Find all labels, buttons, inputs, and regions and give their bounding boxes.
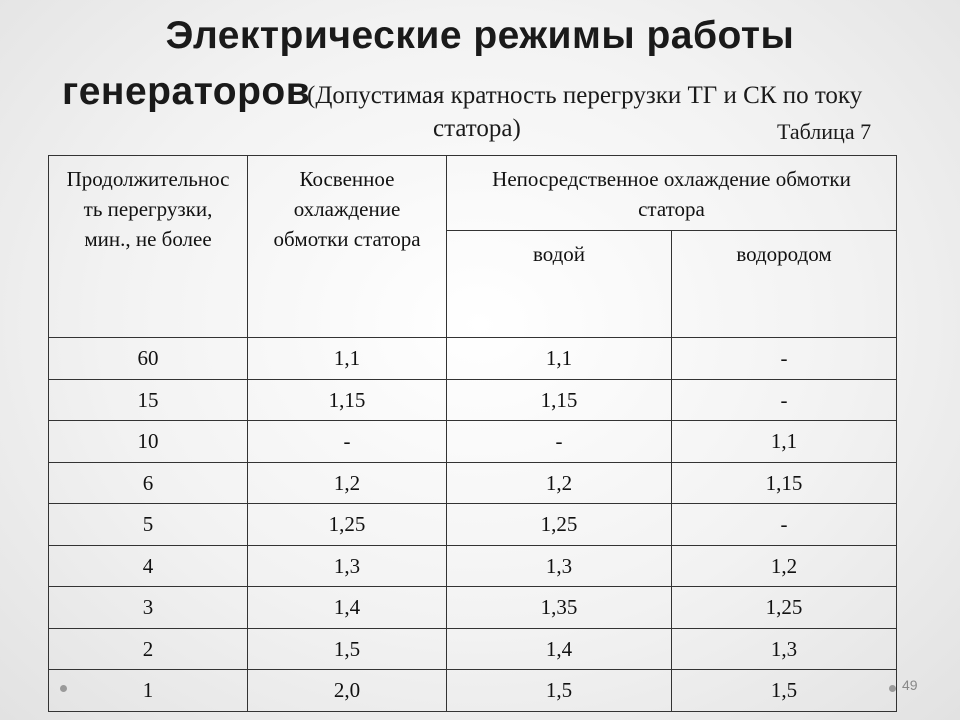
table-row — [49, 670, 897, 712]
table-cell: 4 — [49, 545, 248, 587]
table-row — [49, 338, 897, 380]
table-cell: 1,1 — [447, 338, 672, 380]
table-cell: - — [447, 421, 672, 463]
slide-number: 49 — [902, 677, 918, 693]
table-cell: 1,3 — [672, 628, 897, 670]
table-cell: 1,5 — [672, 670, 897, 712]
table-row — [49, 462, 897, 504]
slide-subtitle-line2: статора) — [433, 115, 521, 142]
table-cell: 1,3 — [248, 545, 447, 587]
table-cell: 5 — [49, 504, 248, 546]
table-row — [49, 628, 897, 670]
right-nav-dot — [889, 685, 896, 692]
table-cell: 1,1 — [248, 338, 447, 380]
col-water-header: водой — [447, 230, 672, 337]
table-cell: 1,2 — [248, 462, 447, 504]
table-row — [49, 545, 897, 587]
table-cell: 60 — [49, 338, 248, 380]
left-nav-dot — [60, 685, 67, 692]
table-row — [49, 379, 897, 421]
table-cell: 1,2 — [672, 545, 897, 587]
table-cell: 1,5 — [248, 628, 447, 670]
table-cell: 6 — [49, 462, 248, 504]
table-cell: 1,2 — [447, 462, 672, 504]
table-row — [49, 504, 897, 546]
table-cell: - — [672, 338, 897, 380]
table-cell: 10 — [49, 421, 248, 463]
table-cell: 15 — [49, 379, 248, 421]
table-label: Таблица 7 — [777, 119, 872, 144]
slide-title-line1: Электрические режимы работы — [165, 14, 795, 57]
table-cell: 1,15 — [672, 462, 897, 504]
overload-table — [48, 155, 897, 712]
col-indirect-cooling-header: Косвенное охлаждение обмотки статора — [248, 156, 447, 338]
table-cell: 1,4 — [447, 628, 672, 670]
table-cell: 1,4 — [248, 587, 447, 629]
table-cell: - — [672, 379, 897, 421]
table-cell: 1,5 — [447, 670, 672, 712]
table-row — [49, 587, 897, 629]
col-duration-header: Продолжительнос ть перегрузки, мин., не более — [49, 156, 248, 338]
table-cell: 1,25 — [248, 504, 447, 546]
table-row — [49, 421, 897, 463]
table-cell: 1,15 — [447, 379, 672, 421]
table-cell: - — [672, 504, 897, 546]
table-cell: 3 — [49, 587, 248, 629]
table-cell: 1,35 — [447, 587, 672, 629]
slide-subtitle-line1: (Допустимая кратность перегрузки ТГ и СК по току — [307, 82, 863, 109]
table-cell: - — [248, 421, 447, 463]
slide-title-line2: генераторов — [62, 70, 311, 113]
col-hydrogen-header: водородом — [672, 230, 897, 337]
table-cell: 1 — [49, 670, 248, 712]
col-direct-cooling-group-header: Непосредственное охлаждение обмотки статора — [447, 156, 897, 231]
table-cell: 1,1 — [672, 421, 897, 463]
table-cell: 1,15 — [248, 379, 447, 421]
table-cell: 1,25 — [672, 587, 897, 629]
table-cell: 2,0 — [248, 670, 447, 712]
table-cell: 1,3 — [447, 545, 672, 587]
table-cell: 1,25 — [447, 504, 672, 546]
table-cell: 2 — [49, 628, 248, 670]
